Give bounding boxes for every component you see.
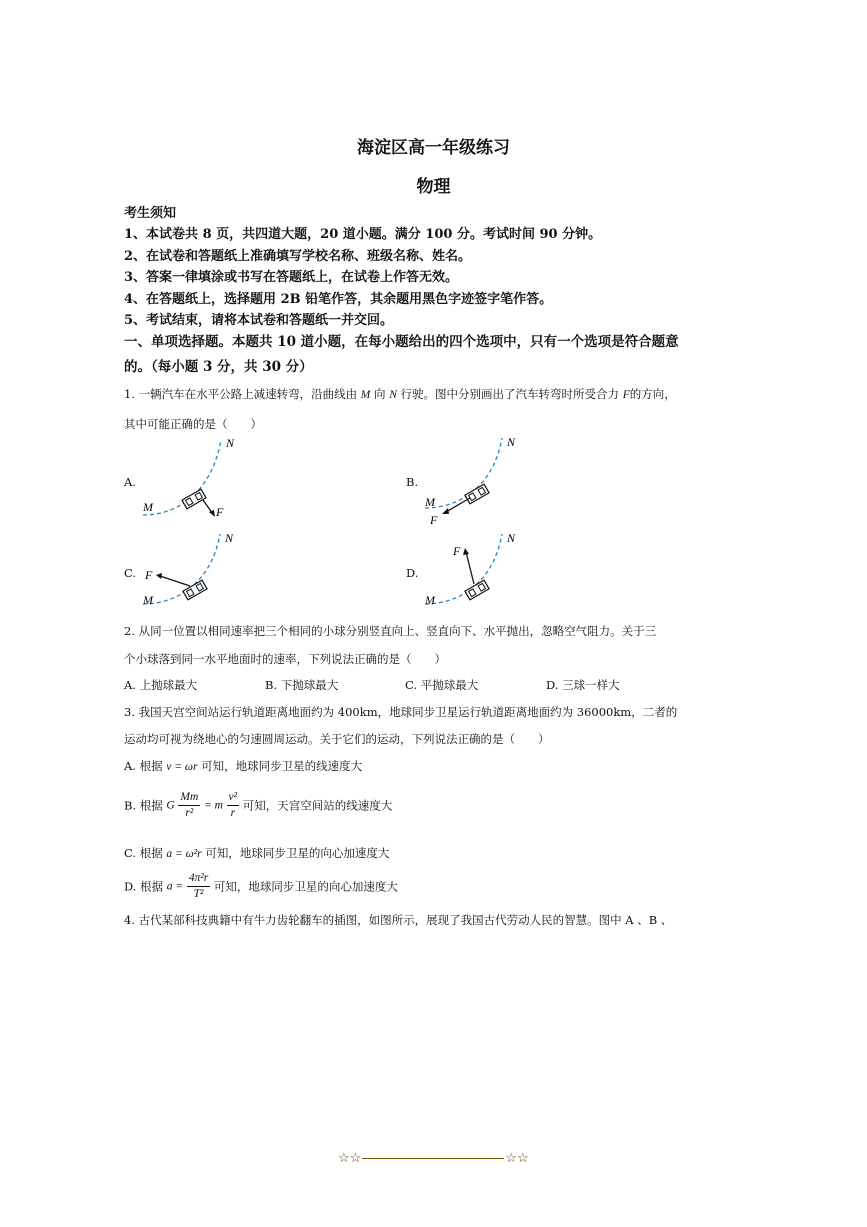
q2-stem-cont: 个小球落到同一水平地面时的速率，下列说法正确的是（ ） [124,652,446,666]
label-f: F [145,568,153,582]
force-arrow [446,498,470,512]
curve-path [143,534,220,604]
notice-item: 2、在试卷和答题纸上准确填写学校名称、班级名称、姓名。 [124,249,472,264]
label-m: M [143,593,153,607]
q3-option-b: B. 根据 G $\frac{Mm}{\text{r²}}$ = m $\frac{\text{v²}}{r}$ 可知，天宫空间站的线速度大 [124,791,393,819]
exam-title: 海淀区高一年级练习 [357,138,510,158]
q1-stem: 1. 一辆汽车在水平公路上减速转弯，沿曲线由 M 向 N 行驶。图中分别画出了汽车转弯时所受合力 F的方向， [124,387,676,401]
notice-item: 3、答案一律填涂或书写在答题纸上，在试卷上作答无效。 [124,270,459,285]
section-heading-cont: 的。（每小题 3 分，共 30 分） [124,359,313,375]
label-f: F [430,513,438,527]
arrow-head [209,510,215,517]
label-m: M [143,500,153,514]
subject-title: 物理 [416,177,451,197]
label-n: N [507,435,516,449]
notice-heading: 考生须知 [124,206,177,221]
section-heading: 一、单项选择题。本题共 10 道小题，在每小题给出的四个选项中，只有一个选项是符合题意 [124,334,679,350]
label-m: M [425,593,435,607]
arrow-head [156,573,162,579]
force-arrow [466,552,474,584]
notice-item: 4、在答题纸上，选择题用 2B 铅笔作答，其余题用黑色字迹签字笔作答。 [124,292,553,307]
fraction: $\frac{Mm}{\text{r²}}$ [180,791,199,819]
q1-figure-b [422,432,532,527]
q1-option-a: A. [124,475,136,489]
force-arrow [160,576,190,586]
q1-figure-d [422,528,532,613]
label-n: N [226,436,235,450]
label-f: F [216,505,224,519]
fraction: $\frac{\text{4π²r}}{\text{T²}}$ [188,872,209,900]
label-n: N [225,531,234,545]
q2-option-c: C. 平抛球最大 [405,678,479,692]
page-footer-ornament [338,1151,538,1166]
label-f: F [453,544,461,558]
curve-path [425,534,502,604]
q2-stem: 2. 从同一位置以相同速率把三个相同的小球分别竖直向上、竖直向下、水平抛出，忽略空气阻力。关于三 [124,624,657,638]
ornament-line [362,1158,504,1160]
q4-stem: 4. 古代某部科技典籍中有牛力齿轮翻车的插图，如图所示，展现了我国古代劳动人民的智慧。图中 A 、B 、 [124,913,673,927]
q1-option-c: C. [124,566,137,580]
q3-option-d: D. 根据 a = $\frac{\text{4π²r}}{\text{T²}}$ 可知，地球同步卫星的向心加速度大 [124,872,398,900]
q1-figure-c [140,528,250,613]
q2-option-d: D. 三球一样大 [546,678,620,692]
q1-figure-a [140,435,250,525]
q1-option-d: D. [406,566,419,580]
q3-stem: 3. 我国天宫空间站运行轨道距离地面约为 400km，地球同步卫星运行轨道距离地面约为 36000km，二者的 [124,705,678,719]
curve-path [143,440,221,515]
arrow-head [463,548,469,555]
q3-option-a: A. 根据 v = ωr 可知，地球同步卫星的线速度大 [124,759,363,773]
notice-item: 5、考试结束，请将本试卷和答题纸一并交回。 [124,313,394,328]
fraction: $\frac{\text{v²}}{r}$ [228,791,238,819]
q2-option-a: A. 上抛球最大 [124,678,198,692]
car-icon [182,489,206,509]
label-n: N [507,531,516,545]
star-icon: ☆☆ [338,1151,362,1166]
q1-stem-cont: 其中可能正确的是（ ） [124,417,262,431]
q3-stem-cont: 运动均可视为绕地心的匀速圆周运动。关于它们的运动，下列说法正确的是（ ） [124,732,550,746]
q2-option-b: B. 下抛球最大 [265,678,339,692]
curve-path [425,438,502,508]
notice-item: 1、本试卷共 8 页，共四道大题，20 道小题。满分 100 分。考试时间 90 分钟。 [124,227,602,242]
q3-option-c: C. 根据 a = ω²r 可知，地球同步卫星的向心加速度大 [124,846,390,860]
q1-option-b: B. [406,475,419,489]
arrow-head [442,508,449,514]
label-m: M [425,495,435,509]
star-icon: ☆☆ [505,1151,529,1166]
